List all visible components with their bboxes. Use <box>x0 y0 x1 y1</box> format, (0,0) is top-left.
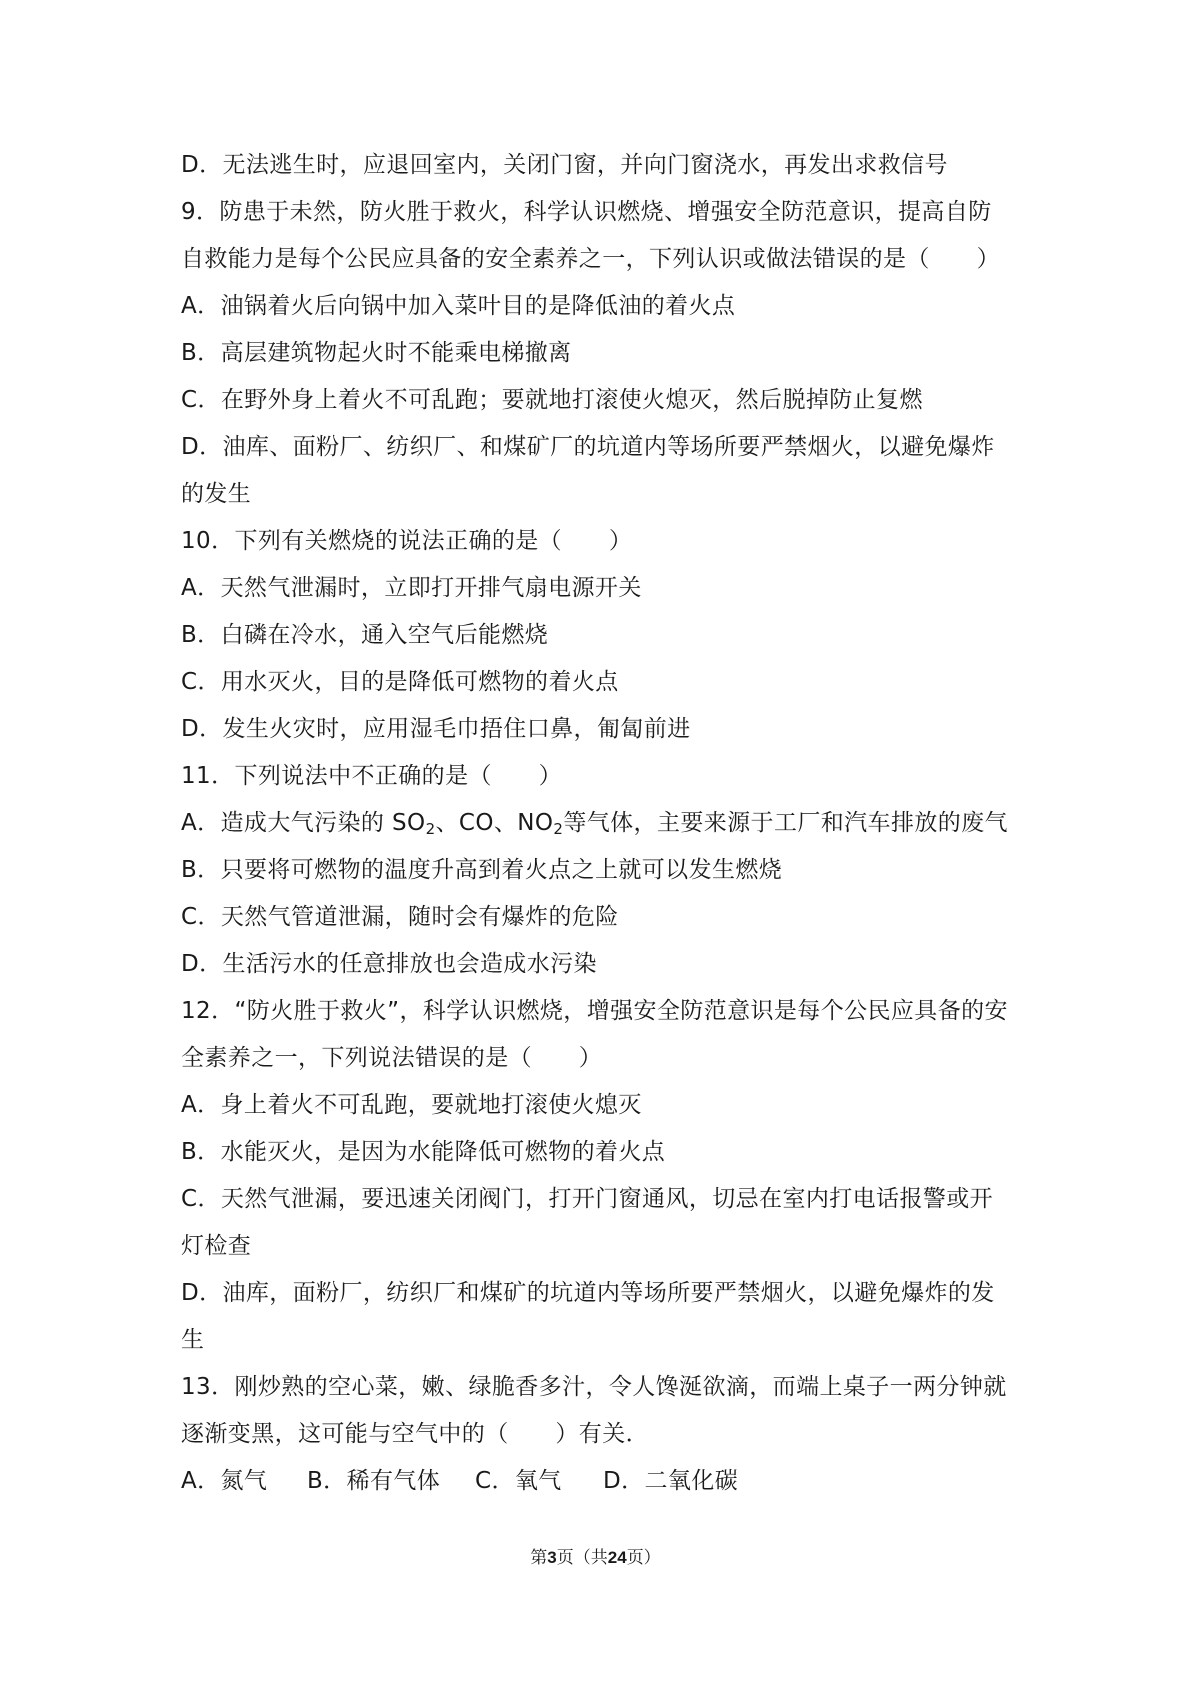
option-text: 等气体，主要来源于工厂和汽车排放的废气 <box>563 810 1008 836</box>
option-line: B．白磷在冷水，通入空气后能燃烧 <box>181 622 549 648</box>
footer-text: 第 <box>530 1548 548 1568</box>
option-line: B．只要将可燃物的温度升高到着火点之上就可以发生燃烧 <box>181 857 783 883</box>
page-number: 3 <box>547 1548 557 1567</box>
option-text: A．造成大气污染的 SO <box>181 810 426 836</box>
option-line: B．水能灭火，是因为水能降低可燃物的着火点 <box>181 1139 666 1165</box>
footer-text: 页（共 <box>556 1548 608 1568</box>
option-line: C．天然气管道泄漏，随时会有爆炸的危险 <box>181 904 619 930</box>
total-pages: 24 <box>607 1548 627 1567</box>
option-line: A．身上着火不可乱跑，要就地打滚使火熄灭 <box>181 1092 642 1118</box>
question-12-line: 全素养之一，下列说法错误的是（ ） <box>181 1045 603 1071</box>
option-b: B．稀有气体 <box>307 1468 441 1494</box>
option-line: D．发生火灾时，应用湿毛巾捂住口鼻，匍匐前进 <box>181 716 691 742</box>
question-13-line: 逐渐变黑，这可能与空气中的（ ）有关． <box>181 1421 649 1447</box>
question-11-line: 11．下列说法中不正确的是（ ） <box>181 763 563 789</box>
footer-text: 页） <box>626 1548 661 1568</box>
option-c: C．氧气 <box>475 1468 562 1494</box>
option-line: C．用水灭火，目的是降低可燃物的着火点 <box>181 669 619 695</box>
question-9-line: 9．防患于未然，防火胜于救火，科学认识燃烧、增强安全防范意识，提高自防 <box>181 199 992 225</box>
option-line: D．无法逃生时，应退回室内，关闭门窗，并向门窗浇水，再发出求救信号 <box>181 152 948 178</box>
option-line: A．油锅着火后向锅中加入菜叶目的是降低油的着火点 <box>181 293 736 319</box>
option-line: D．油库、面粉厂、纺织厂、和煤矿厂的坑道内等场所要严禁烟火，以避免爆炸 <box>181 434 995 460</box>
option-a: A．氮气 <box>181 1468 268 1494</box>
option-line: B．高层建筑物起火时不能乘电梯撤离 <box>181 340 572 366</box>
option-line: C．在野外身上着火不可乱跑；要就地打滚使火熄灭，然后脱掉防止复燃 <box>181 387 923 413</box>
option-line: 的发生 <box>181 481 252 507</box>
option-d: D．二氧化碳 <box>603 1468 739 1494</box>
option-line <box>181 800 1021 847</box>
option-text: 、CO、NO <box>435 810 554 836</box>
option-line: D．生活污水的任意排放也会造成水污染 <box>181 951 597 977</box>
page-footer <box>0 1546 1191 1570</box>
option-line: C．天然气泄漏，要迅速关闭阀门，打开门窗通风，切忌在室内打电话报警或开 <box>181 1186 994 1212</box>
option-line: 生 <box>181 1327 205 1353</box>
question-13-line: 13．刚炒熟的空心菜，嫩、绿脆香多汁，令人馋涎欲滴，而端上桌子一两分钟就 <box>181 1374 1007 1400</box>
option-line: D．油库，面粉厂，纺织厂和煤矿的坑道内等场所要严禁烟火，以避免爆炸的发 <box>181 1280 995 1306</box>
subscript: 2 <box>553 820 564 838</box>
subscript: 2 <box>425 820 436 838</box>
question-12-line: 12．“防火胜于救火”，科学认识燃烧，增强安全防范意识是每个公民应具备的安 <box>181 998 1008 1024</box>
option-line: 灯检查 <box>181 1233 252 1259</box>
question-10-line: 10．下列有关燃烧的说法正确的是（ ） <box>181 528 633 554</box>
question-9-line: 自救能力是每个公民应具备的安全素养之一，下列认识或做法错误的是（ ） <box>181 246 1000 272</box>
options-row <box>181 1458 1021 1505</box>
option-line: A．天然气泄漏时，立即打开排气扇电源开关 <box>181 575 642 601</box>
exam-page-content <box>181 142 1021 1505</box>
